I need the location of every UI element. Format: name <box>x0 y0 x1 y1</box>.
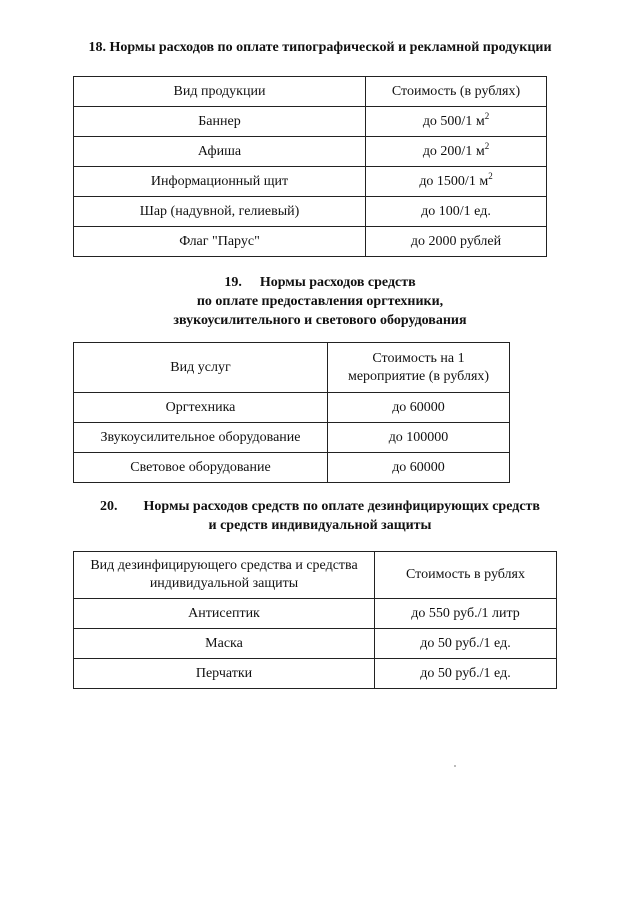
table-row <box>74 137 547 167</box>
section-19-title-line-3: звукоусилительного и светового оборудования <box>173 313 467 328</box>
service-cost: до 60000 <box>328 453 510 483</box>
column-header-cost-per-event: Стоимость на 1 мероприятие (в рублях) <box>328 343 510 393</box>
column-header-cost: Стоимость в рублях <box>375 552 557 599</box>
column-header-service-type: Вид услуг <box>74 343 328 393</box>
column-header-cost: Стоимость (в рублях) <box>366 77 547 107</box>
product-cost: до 200/1 $м^2$ <box>366 137 547 167</box>
disinfection-protection-table <box>73 551 557 689</box>
table-header-row <box>74 343 510 393</box>
table-row <box>74 423 510 453</box>
column-header-product-type: Вид дезинфицирующего средства и средства индивидуальной защиты <box>74 552 375 599</box>
section-20-number: 20. <box>100 499 118 514</box>
table-header-row <box>74 552 557 599</box>
product-name: Флаг "Парус" <box>74 227 366 257</box>
service-name: Звукоусилительное оборудование <box>74 423 328 453</box>
table-row <box>74 453 510 483</box>
section-19-number: 19. <box>224 275 242 290</box>
item-cost: до 50 руб./1 ед. <box>375 629 557 659</box>
table-row <box>74 227 547 257</box>
item-name: Перчатки <box>74 659 375 689</box>
table-row <box>74 599 557 629</box>
item-name: Маска <box>74 629 375 659</box>
table-header-row <box>74 77 547 107</box>
service-name: Световое оборудование <box>74 453 328 483</box>
product-cost: до 2000 рублей <box>366 227 547 257</box>
product-name: Шар (надувной, гелиевый) <box>74 197 366 227</box>
section-20-heading <box>40 497 600 535</box>
service-cost: до 60000 <box>328 393 510 423</box>
section-19-title-line-2: по оплате предоставления оргтехники, <box>196 294 444 309</box>
table-row <box>74 629 557 659</box>
section-18-title: Нормы расходов по оплате типографической и рекламной продукции <box>109 40 552 55</box>
item-name: Антисептик <box>74 599 375 629</box>
section-19-title-line-1: 19. Нормы расходов средств <box>224 275 416 290</box>
product-name: Баннер <box>74 107 366 137</box>
section-19-heading <box>40 273 600 330</box>
section-20-title-line-2: и средств индивидуальной защиты <box>208 518 432 533</box>
item-cost: до 550 руб./1 литр <box>375 599 557 629</box>
table-row <box>74 197 547 227</box>
product-name: Информационный щит <box>74 167 366 197</box>
service-name: Оргтехника <box>74 393 328 423</box>
table-row <box>74 167 547 197</box>
scan-speck <box>454 765 456 767</box>
product-cost: до 100/1 ед. <box>366 197 547 227</box>
section-18-heading <box>40 38 600 57</box>
product-cost: до 1500/1 $м^2$ <box>366 167 547 197</box>
table-row <box>74 393 510 423</box>
table-row <box>74 107 547 137</box>
column-header-product-type: Вид продукции <box>74 77 366 107</box>
item-cost: до 50 руб./1 ед. <box>375 659 557 689</box>
printing-advertising-table <box>73 76 547 257</box>
section-20-title-line-1: 20. Нормы расходов средств по оплате дезинфицирующих средств <box>100 499 540 514</box>
service-cost: до 100000 <box>328 423 510 453</box>
table-row <box>74 659 557 689</box>
section-18-number: 18. <box>88 40 106 55</box>
product-name: Афиша <box>74 137 366 167</box>
equipment-services-table <box>73 342 510 483</box>
product-cost: до 500/1 $м^2$ <box>366 107 547 137</box>
